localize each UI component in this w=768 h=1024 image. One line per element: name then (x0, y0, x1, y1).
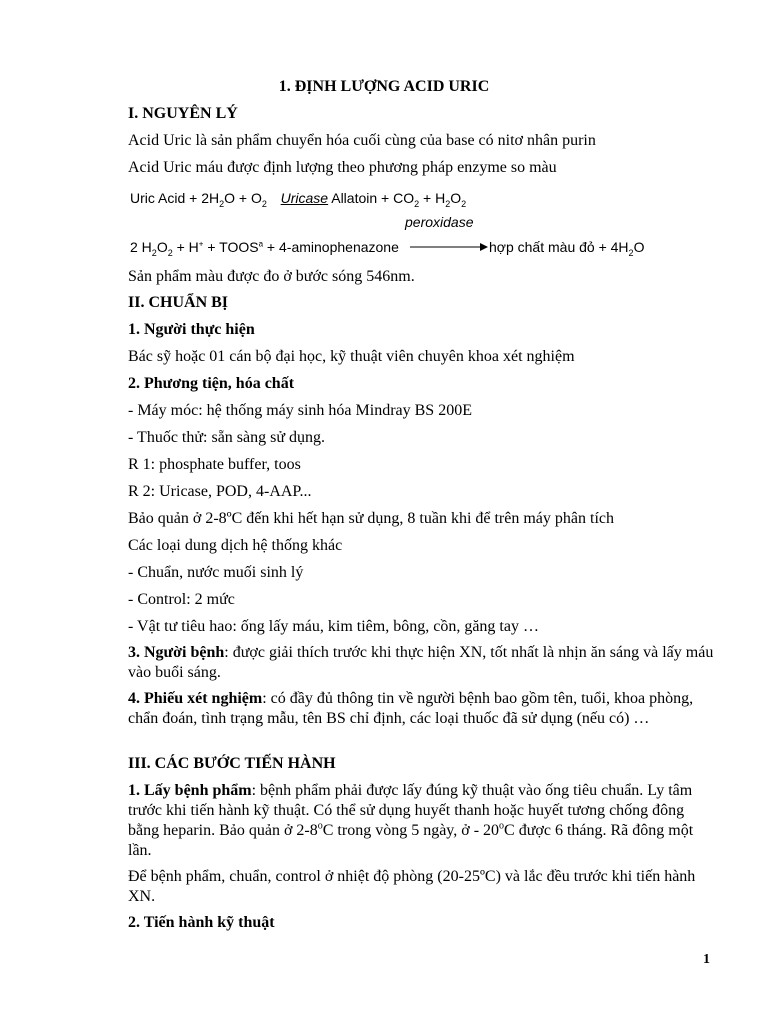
eq1-products: Allatoin + CO (331, 190, 415, 206)
document-title: 1. ĐỊNH LƯỢNG ACID URIC (278, 78, 490, 95)
eq2-sup: a (258, 239, 264, 249)
degree-sup: o (499, 820, 505, 832)
peroxidase-enzyme-label: peroxidase (405, 214, 474, 230)
reaction-equation-2-product (489, 238, 644, 256)
subheading-performer: 1. Người thực hiện (128, 321, 255, 338)
equipment-item: Bảo quản ở 2-8ºC đến khi hết hạn sử dụng, 8 tuần khi để trên máy phân tích (128, 510, 614, 527)
specimen-text: : bệnh phẩm phải được lấy đúng kỹ thuật vào ống tiêu chuẩn. Ly tâm trước khi tiến hành kỹ thuật. Có thể sử dụng huyết thanh hoặc huyết tương chống đông bằng heparin. Bảo quản ở 2-8 (128, 782, 693, 839)
equipment-item: Các loại dung dịch hệ thống khác (128, 537, 343, 554)
specimen-label: 1. Lấy bệnh phẩm (128, 782, 252, 799)
eq2-sup: + (198, 239, 204, 249)
eq2-part: 2 H (130, 239, 152, 255)
eq2-part: + TOOS (203, 239, 259, 255)
specimen-text: C trong vòng 5 ngày, ở - 20 (322, 822, 500, 839)
eq2-sub: 2 (628, 247, 634, 258)
degree-sup: o (317, 820, 323, 832)
specimen-text: C được 6 tháng. Rã đông một lần. (128, 822, 694, 859)
equipment-item: - Control: 2 mức (128, 591, 235, 608)
eq2-sub: 2 (151, 247, 157, 258)
subheading-equipment: 2. Phương tiện, hóa chất (128, 375, 295, 392)
eq2-part: + H (172, 239, 199, 255)
subheading-technique: 2. Tiến hành kỹ thuật (128, 914, 275, 931)
performer-text: Bác sỹ hoặc 01 cán bộ đại học, kỹ thuật viên chuyên khoa xét nghiệm (128, 348, 575, 365)
eq2-part: + 4-aminophenazone (263, 239, 399, 255)
reaction-equation-2 (130, 238, 399, 256)
page-number: 1 (703, 952, 710, 967)
patient-text: : được giải thích trước khi thực hiện XN, tốt nhất là nhịn ăn sáng và lấy máu vào buổi sáng. (128, 644, 714, 681)
equipment-item: - Thuốc thử: sẵn sàng sử dụng. (128, 429, 326, 446)
request-form-label: 4. Phiếu xét nghiệm (128, 690, 263, 707)
patient-label: 3. Người bệnh (128, 644, 225, 661)
eq2-part: O (156, 239, 168, 255)
principle-line-2: Acid Uric máu được định lượng theo phương pháp enzyme so màu (128, 159, 557, 176)
section-heading-principle: I. NGUYÊN LÝ (128, 105, 238, 122)
eq1-reactants: Uric Acid + 2H (130, 190, 220, 206)
eq1-sub: 2 (445, 198, 451, 209)
eq2-rhs: hợp chất màu đỏ + 4H (489, 239, 629, 255)
eq1-sub: 2 (414, 198, 420, 209)
eq1-sub: 2 (219, 198, 225, 209)
specimen-paragraph (128, 781, 718, 861)
room-temperature-paragraph: Để bệnh phẩm, chuẩn, control ở nhiệt độ phòng (20-25ºC) và lắc đều trước khi tiến hành XN. (128, 868, 696, 905)
eq2-sub: 2 (167, 247, 173, 258)
equipment-item: R 1: phosphate buffer, toos (128, 456, 301, 473)
equipment-item: - Chuẩn, nước muối sinh lý (128, 564, 304, 581)
reaction-equation-1 (130, 189, 466, 207)
eq1-o-end: O (450, 190, 462, 206)
principle-line-1: Acid Uric là sản phẩm chuyển hóa cuối cùng của base có nitơ nhân purin (128, 132, 596, 149)
patient-paragraph (128, 643, 718, 683)
request-form-text: : có đầy đủ thông tin về người bệnh bao gồm tên, tuổi, khoa phòng, chẩn đoán, tình trạng mẫu, tên BS chỉ định, các loại thuốc đã sử dụng (nếu có) … (128, 690, 694, 727)
eq2-rhs-end: O (633, 239, 645, 255)
section-heading-preparation: II. CHUẨN BỊ (128, 294, 229, 311)
section-heading-procedure: III. CÁC BƯỚC TIẾN HÀNH (128, 755, 336, 772)
request-form-paragraph (128, 689, 718, 729)
reaction-arrow-icon (410, 241, 488, 253)
eq1-plus-h: + H (419, 190, 446, 206)
wavelength-line: Sản phẩm màu được đo ở bước sóng 546nm. (128, 268, 415, 285)
eq1-o: O + O (224, 190, 262, 206)
eq1-sub: 2 (461, 198, 467, 209)
uricase-enzyme-label: Uricase (280, 190, 329, 206)
equipment-item: R 2: Uricase, POD, 4-AAP... (128, 483, 312, 500)
equipment-item: - Máy móc: hệ thống máy sinh hóa Mindray BS 200E (128, 402, 472, 419)
equipment-item: - Vật tư tiêu hao: ống lấy máu, kim tiêm, bông, cồn, găng tay … (128, 618, 539, 635)
eq1-sub: 2 (261, 198, 267, 209)
